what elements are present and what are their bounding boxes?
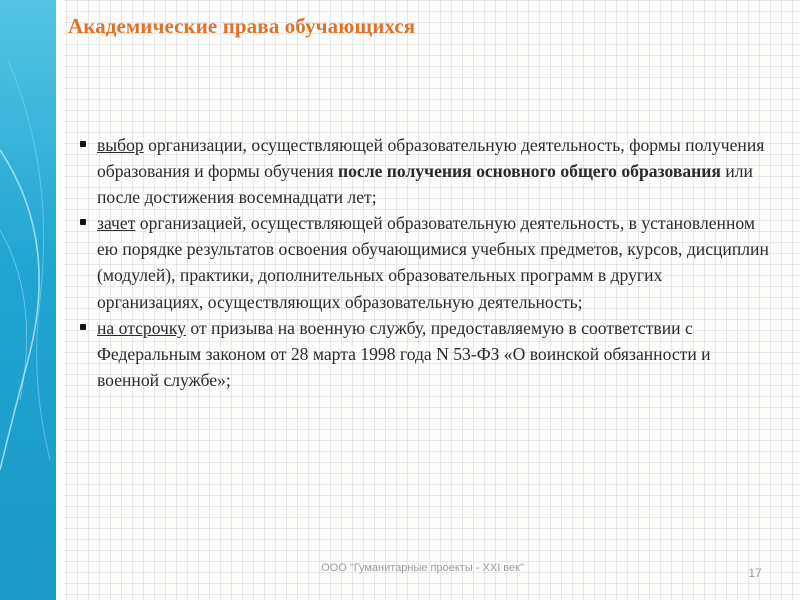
bullet-icon — [80, 141, 86, 147]
item-text-tail: или после достижения восемнадцати лет; — [97, 161, 753, 208]
bullet-icon — [80, 324, 86, 330]
item-text: организации, осуществляющей образовательную деятельность, формы получения образования и формы обучения — [97, 135, 765, 182]
band-separator — [56, 0, 64, 600]
rights-list — [80, 132, 770, 393]
list-item — [80, 132, 770, 210]
item-lead: зачет — [97, 213, 136, 234]
slide-title: Академические права обучающихся — [68, 14, 416, 38]
bullet-icon — [80, 219, 86, 225]
item-lead: на отсрочку — [97, 317, 186, 338]
item-bold-text: после получения основного общего образования — [337, 161, 721, 182]
decorative-side-band — [0, 0, 56, 600]
item-text: от призыва на военную службу, предоставляемую в соответствии с Федеральным законом от 28 марта 1998 года N 53-ФЗ «О воинской обязанности и военной службе»; — [97, 317, 711, 390]
list-item — [80, 315, 770, 393]
item-text: организацией, осуществляющей образовательную деятельность, в установленном ею порядке результатов освоения обучающимися учебных предметов, курсов, дисциплин (модулей), практики, дополнительных образовательных программ в других организациях, осуществляющих образовательную деятельность; — [97, 213, 769, 312]
footer-organization: ООО "Гуманитарные проекты - XXI век" — [321, 562, 524, 574]
page-number: 17 — [748, 566, 762, 580]
list-item — [80, 210, 770, 314]
item-lead: выбор — [97, 135, 144, 155]
